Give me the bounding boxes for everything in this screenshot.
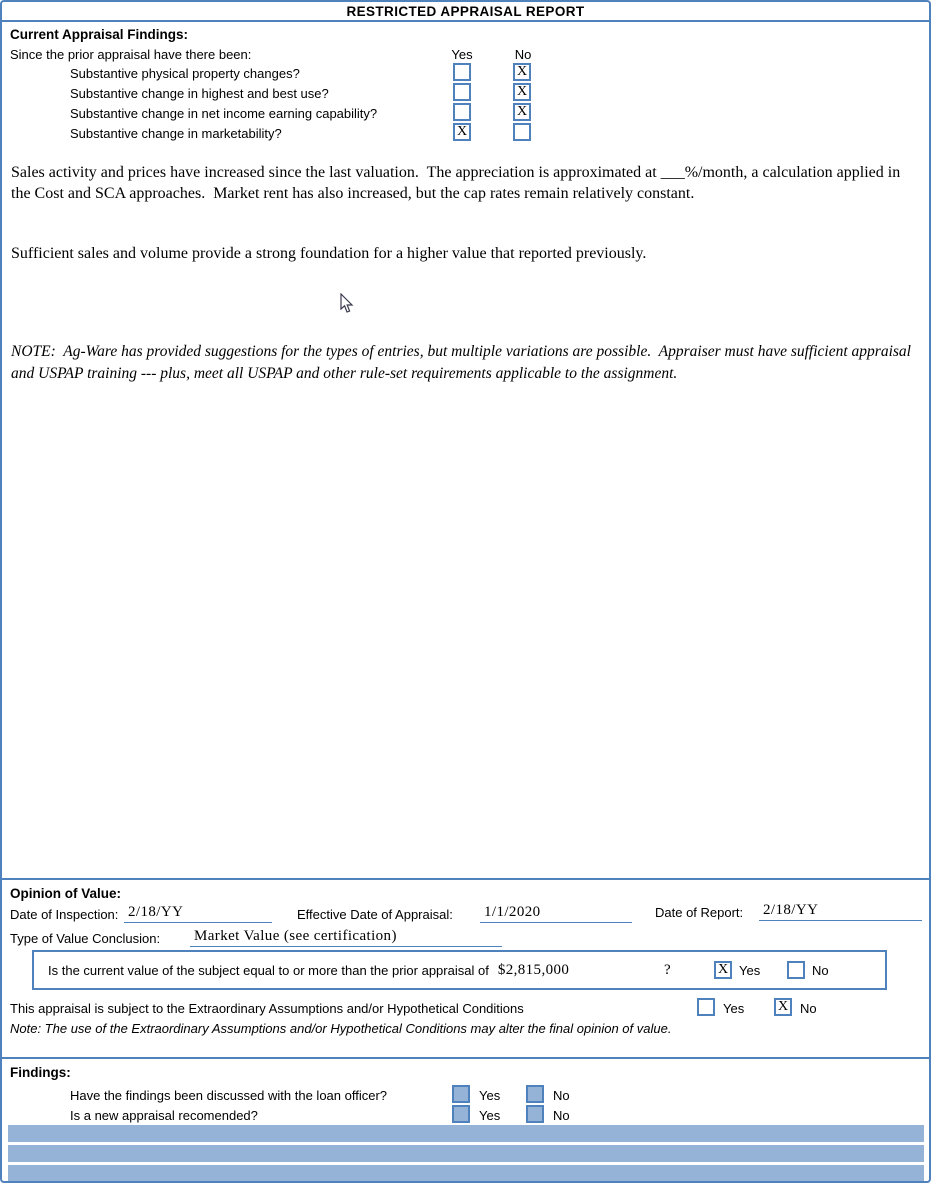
discussed-no-label: No xyxy=(553,1088,570,1103)
section-divider xyxy=(2,1057,929,1059)
checkbox-new-appraisal-yes[interactable] xyxy=(452,1105,470,1123)
findings-entry-bar-3[interactable] xyxy=(8,1165,924,1182)
question-label: Substantive change in net income earning capability? xyxy=(70,106,378,121)
findings-entry-bar-1[interactable] xyxy=(8,1125,924,1142)
question-label: Substantive change in marketability? xyxy=(70,126,282,141)
new-appraisal-yes-label: Yes xyxy=(479,1108,501,1123)
effective-date-label: Effective Date of Appraisal: xyxy=(297,907,453,922)
checkbox-no-highest-best-use[interactable]: X xyxy=(513,83,531,101)
prior-appraisal-question-box xyxy=(32,950,887,990)
checkbox-extraordinary-no[interactable]: X xyxy=(774,998,792,1016)
uspap-note: NOTE: Ag-Ware has provided suggestions for the types of entries, but multiple variations are possible. Appraiser must have sufficient appraisal and USPAP training --- plus, meet all USPAP and other rule-set requirements applicable to the assignment. xyxy=(11,343,915,382)
type-of-value-field[interactable]: Market Value (see certification) xyxy=(190,928,502,947)
checkbox-extraordinary-yes[interactable] xyxy=(697,998,715,1016)
checkbox-new-appraisal-no[interactable] xyxy=(526,1105,544,1123)
narrative-paragraph-1: Sales activity and prices have increased since the last valuation. The appreciation is approximated at ___%/month, a calculation applied in the Cost and SCA approaches. Market rent has also increased, but the cap rates remain relatively constant. xyxy=(11,164,905,202)
discussed-yes-label: Yes xyxy=(479,1088,501,1103)
checkbox-discussed-yes[interactable] xyxy=(452,1085,470,1103)
question-label: Substantive physical property changes? xyxy=(70,66,300,81)
checkbox-yes-net-income[interactable] xyxy=(453,103,471,121)
prior-appraisal-question: Is the current value of the subject equal to or more than the prior appraisal of xyxy=(48,962,489,978)
opinion-of-value-heading: Opinion of Value: xyxy=(10,886,121,901)
date-of-report-label: Date of Report: xyxy=(655,905,744,920)
findings-entry-bar-2[interactable] xyxy=(8,1145,924,1162)
section-divider xyxy=(2,878,929,880)
date-of-inspection-field[interactable]: 2/18/YY xyxy=(124,904,272,923)
effective-date-field[interactable]: 1/1/2020 xyxy=(480,904,632,923)
checkbox-yes-highest-best-use[interactable] xyxy=(453,83,471,101)
findings-question-label: Have the findings been discussed with the loan officer? xyxy=(70,1088,388,1103)
findings-question-label: Is a new appraisal recomended? xyxy=(70,1108,258,1123)
prior-yes-label: Yes xyxy=(739,962,761,978)
narrative-paragraph-2: Sufficient sales and volume provide a strong foundation for a higher value that reported previously. xyxy=(11,245,647,262)
page-title: RESTRICTED APPRAISAL REPORT xyxy=(2,2,929,22)
current-findings-heading: Current Appraisal Findings: xyxy=(10,27,189,42)
extraordinary-note: Note: The use of the Extraordinary Assumptions and/or Hypothetical Conditions may alter the final opinion of value. xyxy=(10,1021,672,1036)
question-label: Substantive change in highest and best use? xyxy=(70,86,329,101)
checkbox-prior-yes[interactable]: X xyxy=(714,961,732,979)
checkbox-discussed-no[interactable] xyxy=(526,1085,544,1103)
checkbox-yes-marketability[interactable]: X xyxy=(453,123,471,141)
findings-intro-label: Since the prior appraisal have there been: xyxy=(10,47,252,62)
extraordinary-no-label: No xyxy=(800,1001,817,1016)
extraordinary-yes-label: Yes xyxy=(723,1001,745,1016)
new-appraisal-no-label: No xyxy=(553,1108,570,1123)
type-of-value-label: Type of Value Conclusion: xyxy=(10,931,161,946)
column-header-no: No xyxy=(514,47,532,62)
column-header-yes: Yes xyxy=(451,47,473,62)
extraordinary-question: This appraisal is subject to the Extraordinary Assumptions and/or Hypothetical Conditions xyxy=(10,1001,524,1016)
date-of-inspection-label: Date of Inspection: xyxy=(10,907,119,922)
findings-heading: Findings: xyxy=(10,1065,71,1080)
checkbox-no-marketability[interactable] xyxy=(513,123,531,141)
mouse-cursor xyxy=(340,293,355,315)
checkbox-no-net-income[interactable]: X xyxy=(513,103,531,121)
checkbox-yes-physical[interactable] xyxy=(453,63,471,81)
checkbox-no-physical[interactable]: X xyxy=(513,63,531,81)
prior-appraisal-value[interactable]: $2,815,000 xyxy=(497,961,570,978)
question-mark: ? xyxy=(664,961,672,978)
checkbox-prior-no[interactable] xyxy=(787,961,805,979)
prior-no-label: No xyxy=(812,962,829,978)
date-of-report-field[interactable]: 2/18/YY xyxy=(759,902,922,921)
